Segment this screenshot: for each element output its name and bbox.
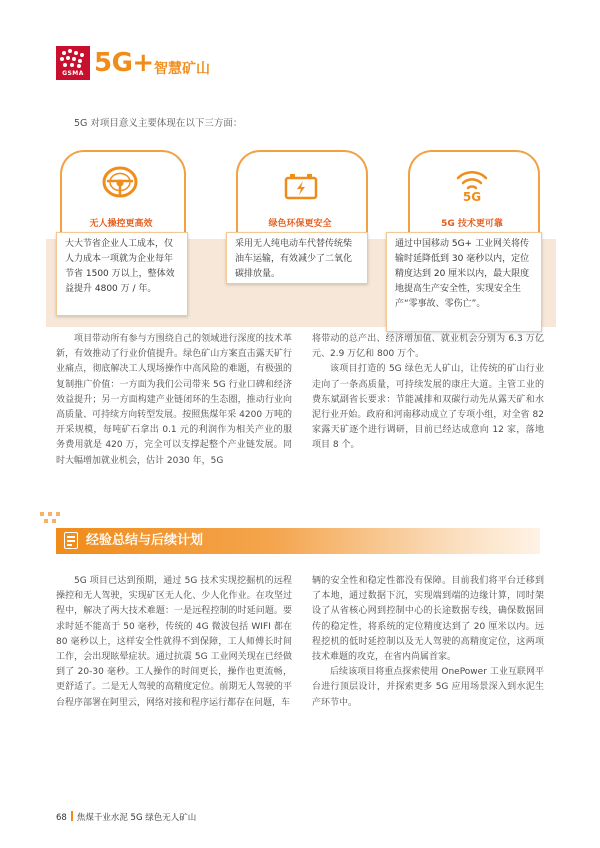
body-left-paragraph: 项目带动所有参与方围绕自己的领域进行深度的技术革新，有效推动了行业价值提升。绿色矿山方案直击露天矿行业痛点，彻底解决工人现场操作中高风险的难题，有极强的复制推广价值：一方面为我们公司带来 5G 行业口碑和经济效益提升；另一方面构建产业链闭环的生态圈，推动行业向高质量、可持续方向转型发展。按照焦煤年采 4200 万吨的开采规模，每吨矿石拿出 0.1 元的利润作为相关产业的服务费用就是 420 万，完全可以支撑起整个产业链发展。同时大幅增加就业机会，估计 2030 年，5G <box>56 334 292 466</box>
5g-signal-icon <box>452 166 492 206</box>
card-label-1: 无人操控更高效 <box>89 219 153 229</box>
gsma-logo <box>56 46 90 80</box>
body-right-paragraph-2: 该项目打造的 5G 绿色无人矿山，让传统的矿山行业走向了一条高质量，可持续发展的康庄大道。主管工业的费东斌副省长要求：节能减排和双碳行动先从露天矿和水泥行业开始。政府和河南移动成立了专项小组，对全省 82 家露天矿逐个进行调研，目前已经达成意向 12 家，落地项目 8 个。 <box>312 364 544 451</box>
body-left-column <box>56 332 292 469</box>
section-left-column <box>56 574 292 711</box>
page-number: 68 <box>56 813 67 823</box>
card-body-3: 通过中国移动 5G+ 工业网关将传输时延降低到 30 毫秒以内，定位精度达到 20 厘米以内，最大限度地提高生产安全性，实现安全生产“零事故、零伤亡”。 <box>386 232 542 332</box>
footer-title: 焦煤千业水泥 5G 绿色无人矿山 <box>76 813 197 823</box>
section-left-paragraph: 5G 项目已达到预期，通过 5G 技术实现挖掘机的远程操控和无人驾驶，实现矿区无人化、少人化作业。在攻坚过程中，解决了两大技术难题：一是远程控制的时延问题。要求时延不能高于 50 毫秒，传统的 4G 微波包括 WIFI 都在 80 毫秒以上，这样安全性就得不到保障，工人师傅长时间工作，会出现眩晕症状。通过抗震 5G 工业网关现在已经做到了 20-30 毫秒。工人操作的时间更长，操作也更流畅，更舒适了。二是无人驾驶的高精度定位。前期无人驾驶的平台程序部署在阿里云，网络对接和程序运行都存在问题，车 <box>56 576 292 708</box>
section-right-paragraph-2: 后续该项目将重点探索使用 OnePower 工业互联网平台进行顶层设计，并探索更多 5G 应用场景深入到水泥生产环节中。 <box>312 667 544 708</box>
body-right-column <box>312 332 544 454</box>
body-right-paragraph-1: 将带动的总产出、经济增加值、就业机会分别为 6.3 万亿元、2.9 万亿和 800 万个。 <box>312 334 544 360</box>
steering-wheel-icon <box>100 164 140 200</box>
brand-subtitle: 智慧矿山 <box>154 61 210 77</box>
card-label-3: 5G 技术更可靠 <box>441 219 503 229</box>
section-right-column <box>312 574 544 711</box>
gsma-logo-text: GSMA <box>62 70 84 77</box>
page-footer <box>56 811 196 823</box>
document-icon <box>64 532 78 549</box>
card-body-2: 采用无人纯电动车代替传统柴油车运输，有效减少了二氧化碳排放量。 <box>226 232 368 284</box>
battery-icon <box>284 172 318 200</box>
section-title: 经验总结与后续计划 <box>86 533 204 548</box>
brand-5g-title: 5G+ <box>94 48 154 78</box>
5g-icon-text: 5G <box>462 190 482 204</box>
card-label-2: 绿色环保更安全 <box>268 219 332 229</box>
card-body-1: 大大节省企业人工成本，仅人力成本一项就为企业每年节省 1500 万以上，整体效益提升 4800 万 / 年。 <box>56 232 188 316</box>
footer-separator <box>71 811 73 821</box>
section-right-paragraph-1: 辆的安全性和稳定性都没有保障。目前我们将平台迁移到了本地，通过数据下沉，实现端到端的边缘计算，同时架设了从省核心网到控制中心的长途数据专线，确保数据回传的稳定性，将系统的定位精度达到了 20 厘米以内。远程挖机的低时延控制以及无人驾驶的高精度定位，这两项技术难题的攻克，在省内尚属首家。 <box>312 576 544 663</box>
gsma-logo-dots-icon <box>60 49 86 69</box>
intro-text: 5G 对项目意义主要体现在以下三方面： <box>74 118 243 129</box>
